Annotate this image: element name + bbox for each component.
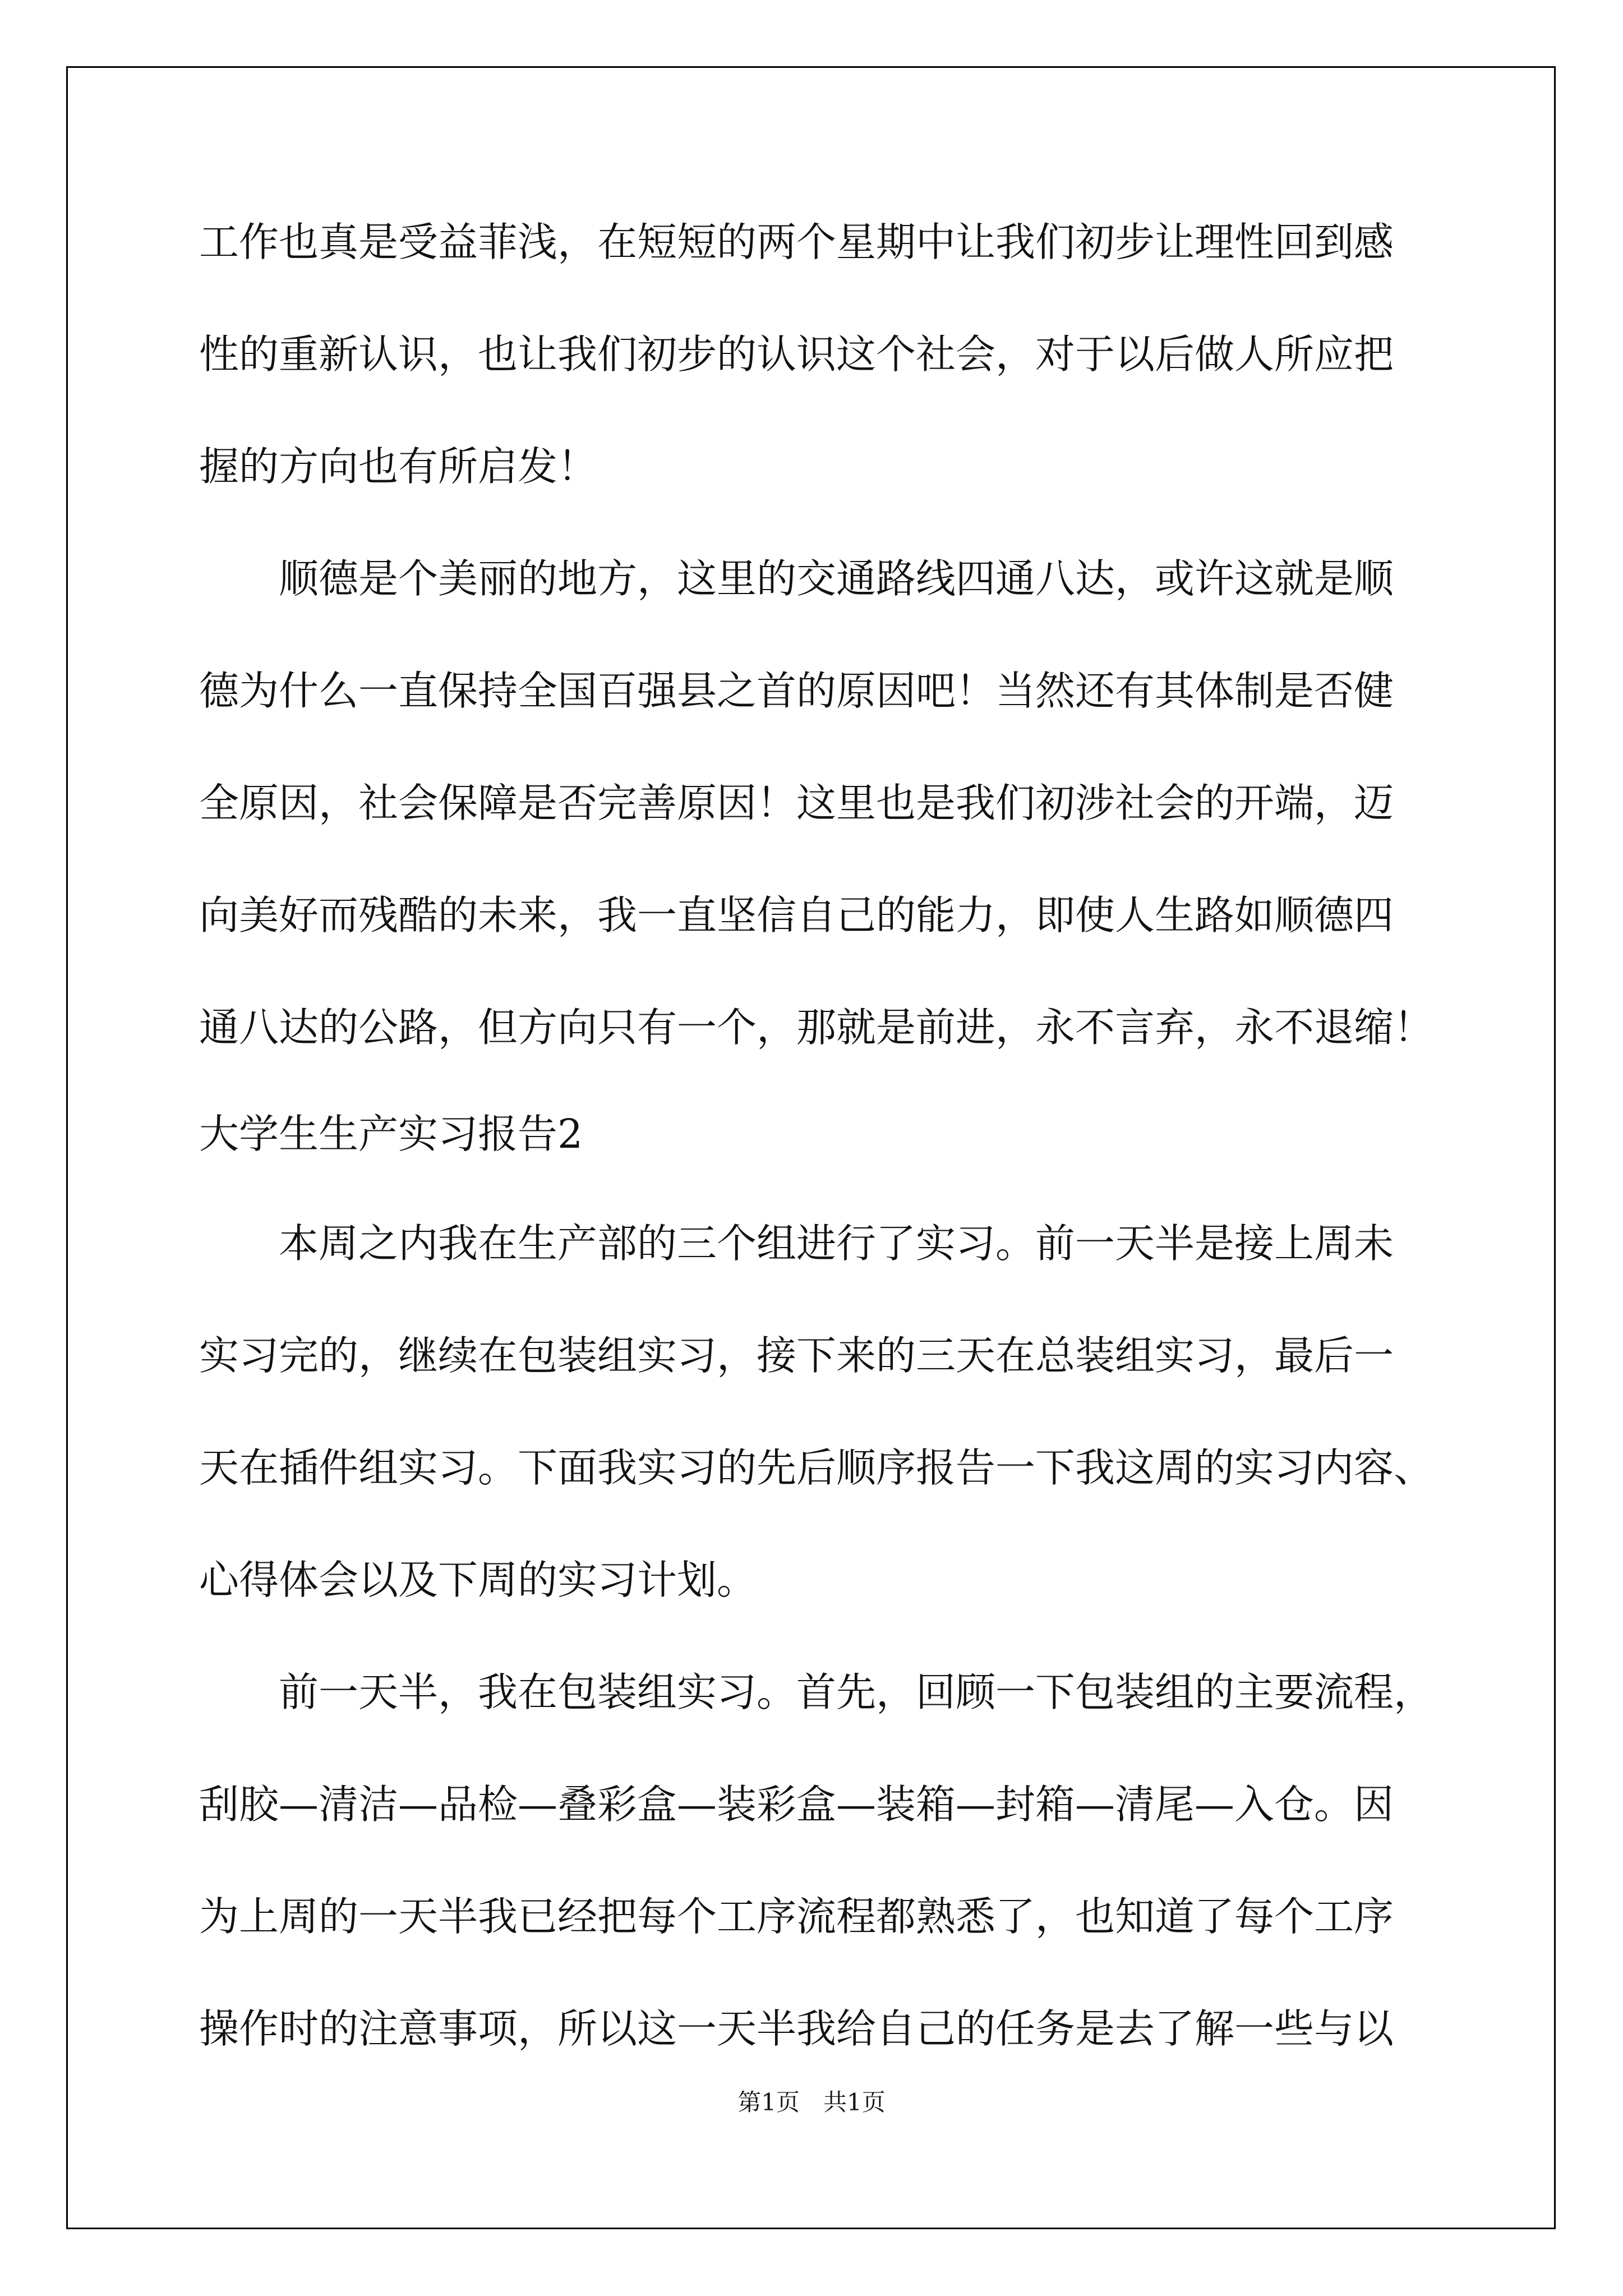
text-line: 通八达的公路，但方向只有一个，那就是前进，永不言弃，永不退缩！ <box>199 1004 1434 1051</box>
text-line: 实习完的，继续在包装组实习，接下来的三天在总装组实习，最后一 <box>199 1332 1394 1379</box>
text-line: 德为什么一直保持全国百强县之首的原因吧！当然还有其体制是否健 <box>199 668 1394 714</box>
text-line: 为上周的一天半我已经把每个工序流程都熟悉了，也知道了每个工序 <box>199 1893 1394 1940</box>
text-line: 刮胶—清洁—品检—叠彩盒—装彩盒—装箱—封箱—清尾—入仓。因 <box>199 1781 1394 1828</box>
text-line: 前一天半，我在包装组实习。首先，回顾一下包装组的主要流程， <box>199 1669 1434 1715</box>
text-line: 本周之内我在生产部的三个组进行了实习。前一天半是接上周未 <box>199 1220 1394 1267</box>
text-line: 心得体会以及下周的实习计划。 <box>199 1557 757 1603</box>
text-line: 顺德是个美丽的地方，这里的交通路线四通八达，或许这就是顺 <box>199 555 1394 602</box>
text-line: 操作时的注意事项，所以这一天半我给自己的任务是去了解一些与以 <box>199 2005 1394 2052</box>
text-line: 工作也真是受益菲浅，在短短的两个星期中让我们初步让理性回到感 <box>199 219 1394 265</box>
section-heading: 大学生生产实习报告2 <box>199 1111 583 1157</box>
text-line: 全原因，社会保障是否完善原因！这里也是我们初涉社会的开端，迈 <box>199 780 1394 826</box>
text-line: 天在插件组实习。下面我实习的先后顺序报告一下我这周的实习内容、 <box>199 1444 1434 1491</box>
text-line: 性的重新认识，也让我们初步的认识这个社会，对于以后做人所应把 <box>199 331 1394 378</box>
text-line: 握的方向也有所启发！ <box>199 443 598 490</box>
text-line: 向美好而残酷的未来，我一直坚信自己的能力，即使人生路如顺德四 <box>199 892 1394 938</box>
page-footer: 第1页 共1页 <box>737 2088 886 2116</box>
